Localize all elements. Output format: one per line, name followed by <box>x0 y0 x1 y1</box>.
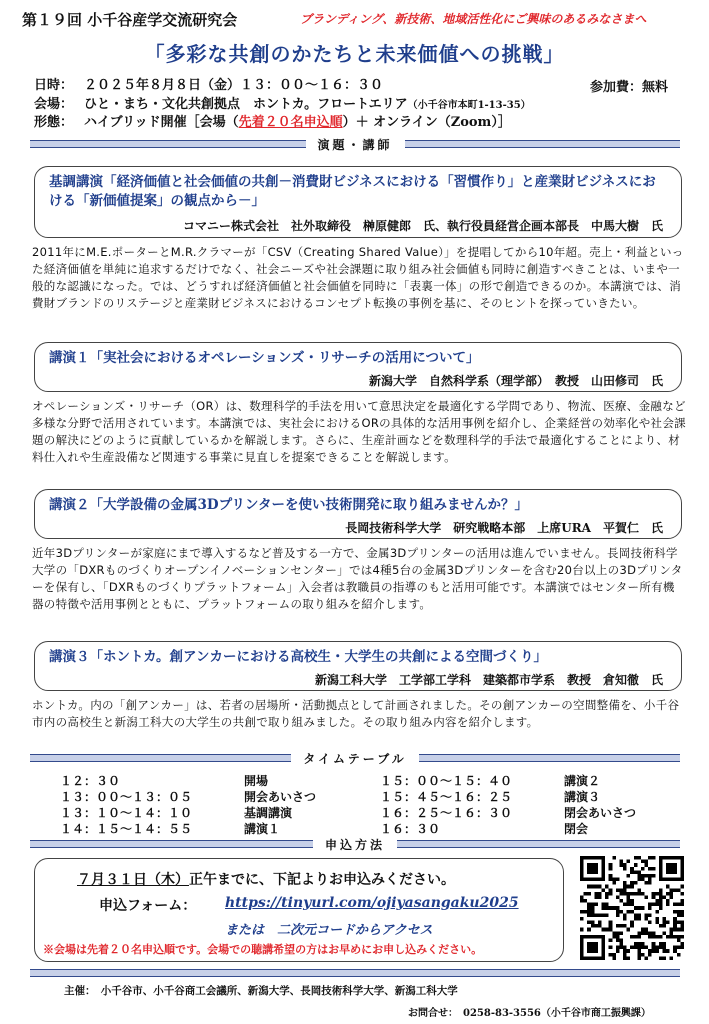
fee-label: 参加費： <box>590 80 643 95</box>
lecture-2-title: 講演２「大学設備の金属3Dプリンターを使い技術開発に取り組みませんか？」 <box>49 497 529 513</box>
timetable-right <box>380 772 636 836</box>
event-name: 第１９回 小千谷産学交流研究会 <box>22 11 238 29</box>
apply-note: ※会場は先着２０名申込順です。会場での聴講希望の方はお早めにお申し込みください。 <box>43 943 483 956</box>
lecture-3-speaker: 新潟工科大学 工学部工学科 建築都市学系 教授 倉知徹 氏 <box>314 673 663 687</box>
lecture-2-box <box>34 489 682 539</box>
contact: お問合せ： 0258-83-3556（小千谷市商工振興課） <box>408 1008 651 1019</box>
timetable-time: １６：３０ <box>380 822 441 836</box>
timetable-time: １３：１０～１４：１０ <box>60 806 193 820</box>
fee-value: 無料 <box>642 80 669 95</box>
date-value: ２０２５年８月８日（金）１３：００～１６：３０ <box>84 78 384 93</box>
timetable-row <box>380 804 636 820</box>
format-highlight: 先着２０名申込順 <box>238 115 343 130</box>
venue-label: 会場： <box>34 97 74 112</box>
timetable-row <box>60 772 316 788</box>
timetable-row <box>60 804 316 820</box>
section-lectures <box>30 135 680 153</box>
info-date <box>34 74 383 93</box>
info-venue <box>34 93 531 112</box>
lecture-3-body: ホントカ。内の「創アンカー」は、若者の居場所・活動拠点として計画されました。その創アンカーの空間整備を、小千谷市内の高校生と新潟工科大の大学生の共創で取り組みました。その取り組み内容を紹介します。 <box>32 698 680 729</box>
lecture-1-title: 講演１「実社会におけるオペレーションズ・リサーチの活用について」 <box>49 350 480 366</box>
form-url-link[interactable]: https://tinyurl.com/ojiyasangaku2025 <box>225 895 519 911</box>
timetable-time: １３：００～１３：０５ <box>60 790 193 804</box>
apply-box <box>34 858 564 962</box>
deadline-date: ７月３１日（木） <box>77 872 189 888</box>
organizers: 主催： 小千谷市、小千谷商工会議所、新潟大学、長岡技術科学大学、新潟工科大学 <box>64 985 458 997</box>
timetable-row <box>380 772 636 788</box>
apply-deadline <box>77 869 455 889</box>
timetable-time: １５：００～１５：４０ <box>380 774 513 788</box>
lecture-2-body: 近年3Dプリンターが家庭にまで導入するなど普及する一方で、金属3Dプリンターの活用は進んでいません。長岡技術科学大学の「DXRものづくりオープンイノベーションセンター」では4種5台の金属3Dプリンターを含む20台以上の3Dプリンターを保有し、「DXRものづくりプラットフォーム」入会者は教職員の指導のもと活用可能です。本講演ではセンター所有機器の特徴や活用事例とともに、プラットフォームの取り組みを紹介します。 <box>32 546 683 611</box>
timetable-item: 閉会 <box>564 822 589 836</box>
lecture-2-speaker: 長岡技術科学大学 研究戦略本部 上席URA 平賀仁 氏 <box>345 521 663 535</box>
lecture-3-title: 講演３「ホントカ。創アンカーにおける高校生・大学生の共創による空間づくり」 <box>49 649 548 665</box>
format-prefix: ハイブリッド開催［会場（ <box>84 115 239 130</box>
format-label: 形態： <box>34 115 74 130</box>
tagline: ブランディング、新技術、地域活性化にご興味のあるみなさまへ <box>300 12 647 26</box>
timetable-row <box>60 820 316 836</box>
timetable-row <box>60 788 316 804</box>
section-timetable <box>30 749 680 767</box>
date-label: 日時： <box>34 78 74 93</box>
timetable-item: 基調講演 <box>244 806 293 820</box>
section-timetable-title: タイムテーブル <box>303 751 407 766</box>
timetable-time: １２：３０ <box>60 774 121 788</box>
main-title: 「多彩な共創のかたちと未来価値への挑戦」 <box>144 42 565 66</box>
timetable-row <box>380 820 636 836</box>
lecture-1-speaker: 新潟大学 自然科学系（理学部） 教授 山田修司 氏 <box>368 374 663 388</box>
timetable-row <box>380 788 636 804</box>
lecture-1-box <box>34 342 682 392</box>
footer-divider <box>30 964 680 982</box>
format-suffix: ）＋ オンライン（Zoom）］ <box>342 115 511 130</box>
lecture-3-box <box>34 641 682 691</box>
lecture-keynote-box <box>34 166 682 238</box>
timetable-item: 講演３ <box>564 790 601 804</box>
timetable-item: 講演２ <box>564 774 601 788</box>
lecture-keynote-title: 基調講演「経済価値と社会価値の共創－消費財ビジネスにおける「習慣作り」と産業財ビジネスにおける「新価値提案」の観点から－」 <box>49 174 656 209</box>
section-apply-title: 申込方法 <box>325 837 386 852</box>
venue-value: ひと・まち・文化共創拠点 ホントカ。フロートエリア <box>84 97 408 112</box>
timetable-item: 開場 <box>244 774 269 788</box>
lecture-1-body: オペレーションズ・リサーチ（OR）は、数理科学的手法を用いて意思決定を最適化する学問であり、物流、医療、金融など多様な分野で活用されています。本講演では、実社会におけるORの具体的な活用事例を紹介し、企業経営の効率化や社会課題の解決にどのように貢献しているかを解説します。さらに、生産計画などを数理科学的手法で最適化することにより、材料仕入れや生産設備など関連する事業に見直しを提案できることを解説します。 <box>32 399 686 464</box>
timetable-time: １５：４５～１６：２５ <box>380 790 513 804</box>
qr-access-text: または 二次元コードからアクセス <box>225 923 433 938</box>
deadline-rest: 正午までに、下記よりお申込みください。 <box>189 872 455 888</box>
info-format <box>34 111 511 130</box>
lecture-keynote-body: 2011年にM.E.ポーターとM.R.クラマーが「CSV（Creating Shared Value）」を提唱してから10年超。売上・利益といった経済価値を単純に追求するだけでなく、社会ニーズや社会課題に取り組み社会価値も同時に創造すべきことは、いまや一般的な認識になった。では、どうすれば経済価値と社会価値を同時に「表裏一体」の形で創造できるのか。本講演では、消費財ブランドのリステージと産業財ビジネスにおけるコンセプト転換の事例を基に、そのヒントを探っていきたい。 <box>32 245 684 310</box>
venue-address: （小千谷市本町1-13-35） <box>407 100 531 111</box>
timetable-time: １６：２５～１６：３０ <box>380 806 513 820</box>
lecture-keynote-speaker: コマニー株式会社 社外取締役 榊原健郎 氏、執行役員経営企画本部長 中馬大樹 氏 <box>182 219 663 233</box>
timetable-left <box>60 772 316 836</box>
timetable-time: １４：１５～１４：５５ <box>60 822 193 836</box>
form-label: 申込フォーム： <box>99 898 197 914</box>
info-fee <box>590 76 668 95</box>
qr-code-icon[interactable] <box>580 856 684 960</box>
section-apply <box>30 835 680 853</box>
timetable-item: 講演１ <box>244 822 281 836</box>
section-lectures-title: 演題・講師 <box>317 137 393 152</box>
timetable-item: 閉会あいさつ <box>564 806 637 820</box>
timetable-item: 開会あいさつ <box>244 790 317 804</box>
